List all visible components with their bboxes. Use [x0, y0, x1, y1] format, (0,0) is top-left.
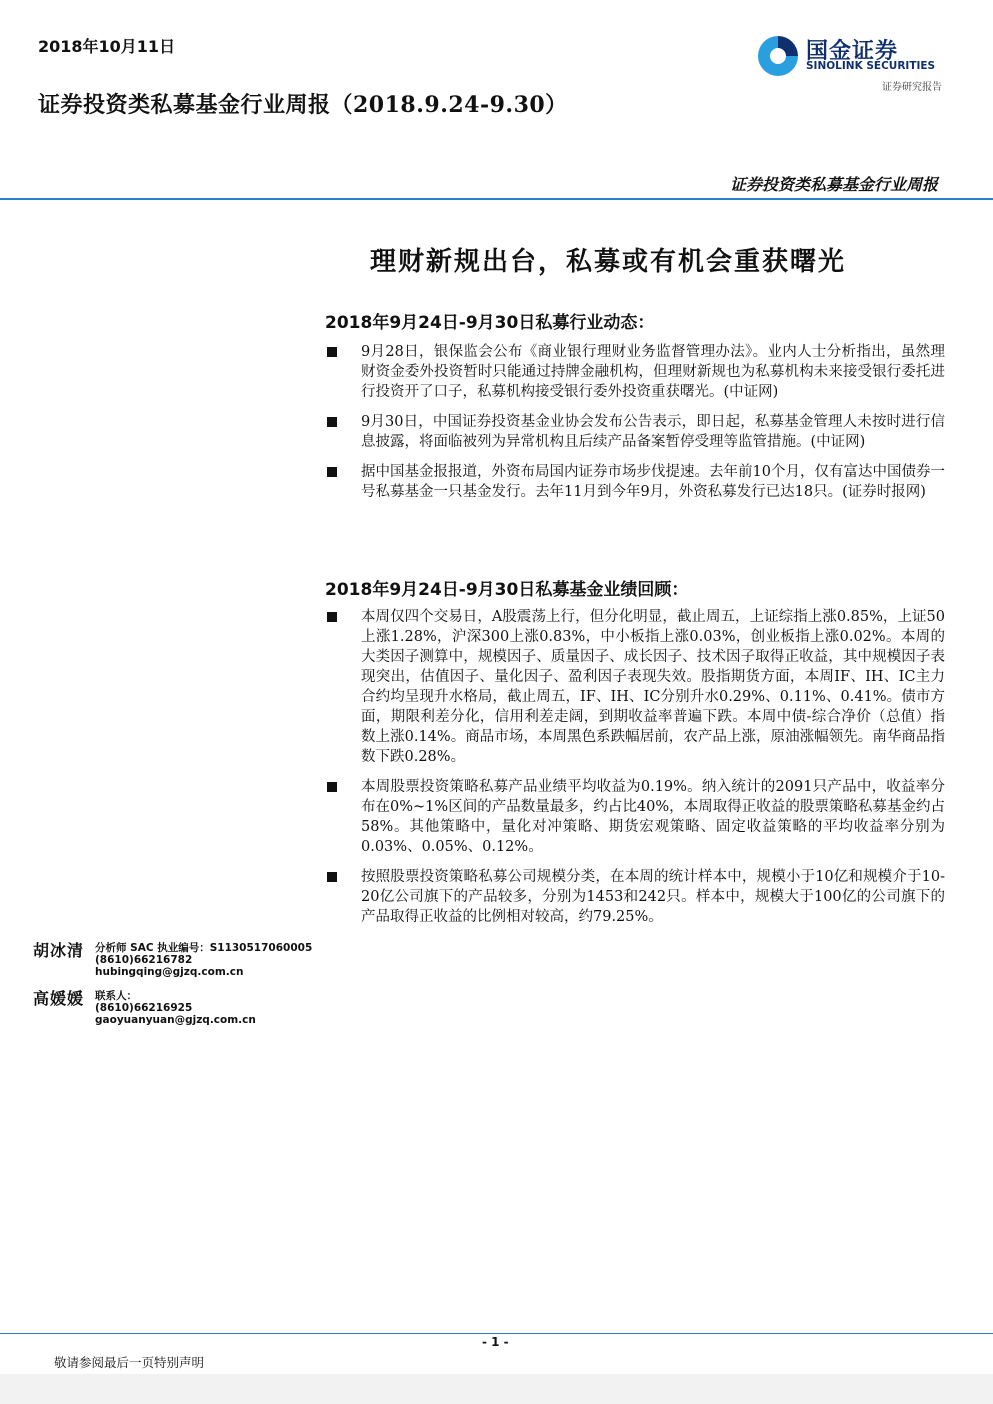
report-title: 证券投资类私募基金行业周报（2018.9.24-9.30） [38, 92, 568, 118]
analyst-name: 胡冰清 [33, 941, 85, 960]
logo-name-en: SINOLINK SECURITIES [806, 60, 936, 72]
logo-subtitle: 证券研究报告 [882, 82, 942, 93]
footer-band [0, 1374, 993, 1404]
contact-info [95, 990, 256, 1026]
contact-role: 联系人： [95, 990, 137, 1002]
bullet-text: 本周仅四个交易日，A股震荡上行，但分化明显，截止周五，上证综指上涨0.85%，上证50上涨1.28%，沪深300上涨0.83%，中小板指上涨0.03%，创业板指上涨0.02%。本周的大类因子测算中，规模因子、质量因子、成长因子、技术因子取得正收益，其中规模因子表现突出，估值因子、量化因子、盈利因子表现失效。股指期货方面，本周IF、IH、IC主力合约均呈现升水格局，截止周五，IF、IH、IC分别升水0.29%、0.11%、0.41%。债市方面，期限利差分化，信用利差走阔，到期收益率普遍下跌。本周中债-综合净价（总值）指数上涨0.14%。商品市场，本周黑色系跌幅居前，农产品上涨，原油涨幅领先。南华商品指数下跌0.28%。 [361, 609, 945, 765]
list-item [325, 607, 945, 767]
analyst-phone: (8610)66216782 [95, 954, 193, 966]
list-item [325, 867, 945, 927]
contact-email[interactable]: gaoyuanyuan@gjzq.com.cn [95, 1014, 256, 1026]
logo-name-cn: 国金证券 [806, 39, 899, 64]
bullet-square-icon [327, 612, 337, 622]
contact-name: 高媛媛 [33, 989, 85, 1008]
footer-divider [0, 1333, 993, 1334]
bullet-text: 据中国基金报报道，外资布局国内证券市场步伐提速。去年前10个月，仅有富达中国债券一号私募基金一只基金发行。去年11月到今年9月，外资私募发行已达18只。(证券时报网) [361, 464, 945, 500]
bullet-text: 本周股票投资策略私募产品业绩平均收益为0.19%。纳入统计的2091只产品中，收益率分布在0%~1%区间的产品数量最多，约占比40%，本周取得正收益的股票策略私募基金约占58%。其他策略中，量化对冲策略、期货宏观策略、固定收益策略的平均收益率分别为0.03%、0.05%、0.12%。 [361, 779, 945, 855]
list-item [325, 412, 945, 452]
bullet-text: 按照股票投资策略私募公司规模分类，在本周的统计样本中，规模小于10亿和规模介于10-20亿公司旗下的产品较多，分别为1453和242只。样本中，规模大于100亿的公司旗下的产品取得正收益的比例相对较高，约79.25%。 [361, 869, 945, 925]
list-item [325, 342, 945, 402]
disclaimer: 敬请参阅最后一页特别声明 [54, 1355, 205, 1370]
page-number: - 1 - [482, 1335, 509, 1349]
header-divider [0, 198, 993, 200]
analyst-email[interactable]: hubingqing@gjzq.com.cn [95, 966, 244, 978]
section-title-industry-news: 2018年9月24日-9月30日私募行业动态： [325, 313, 655, 333]
bullet-square-icon [327, 347, 337, 357]
contact-phone: (8610)66216925 [95, 1002, 193, 1014]
performance-review-list [325, 607, 945, 937]
bullet-square-icon [327, 782, 337, 792]
bullet-square-icon [327, 417, 337, 427]
headline: 理财新规出台，私募或有机会重获曙光 [370, 247, 847, 277]
analyst-role: 分析师 SAC 执业编号：S1130517060005 [95, 942, 313, 954]
sinolink-emblem-icon [756, 34, 800, 78]
contact-block [33, 986, 313, 1030]
bullet-square-icon [327, 467, 337, 477]
list-item [325, 777, 945, 857]
section-title-performance-review: 2018年9月24日-9月30日私募基金业绩回顾： [325, 580, 689, 600]
report-date: 2018年10月11日 [38, 37, 176, 56]
list-item [325, 462, 945, 502]
bullet-text: 9月30日，中国证券投资基金业协会发布公告表示，即日起，私募基金管理人未按时进行信息披露，将面临被列为异常机构且后续产品备案暂停受理等监管措施。(中证网) [361, 414, 945, 450]
bullet-square-icon [327, 872, 337, 882]
analyst-info [95, 942, 312, 978]
industry-news-list [325, 342, 945, 512]
company-logo [756, 32, 948, 92]
analyst-block [33, 938, 313, 982]
bullet-text: 9月28日，银保监会公布《商业银行理财业务监督管理办法》。业内人士分析指出，虽然理财资金委外投资暂时只能通过持牌金融机构，但理财新规也为私募机构未来接受银行委托进行投资开了口子，私募机构接受银行委外投资重获曙光。(中证网) [361, 344, 945, 400]
series-label: 证券投资类私募基金行业周报 [729, 175, 938, 194]
